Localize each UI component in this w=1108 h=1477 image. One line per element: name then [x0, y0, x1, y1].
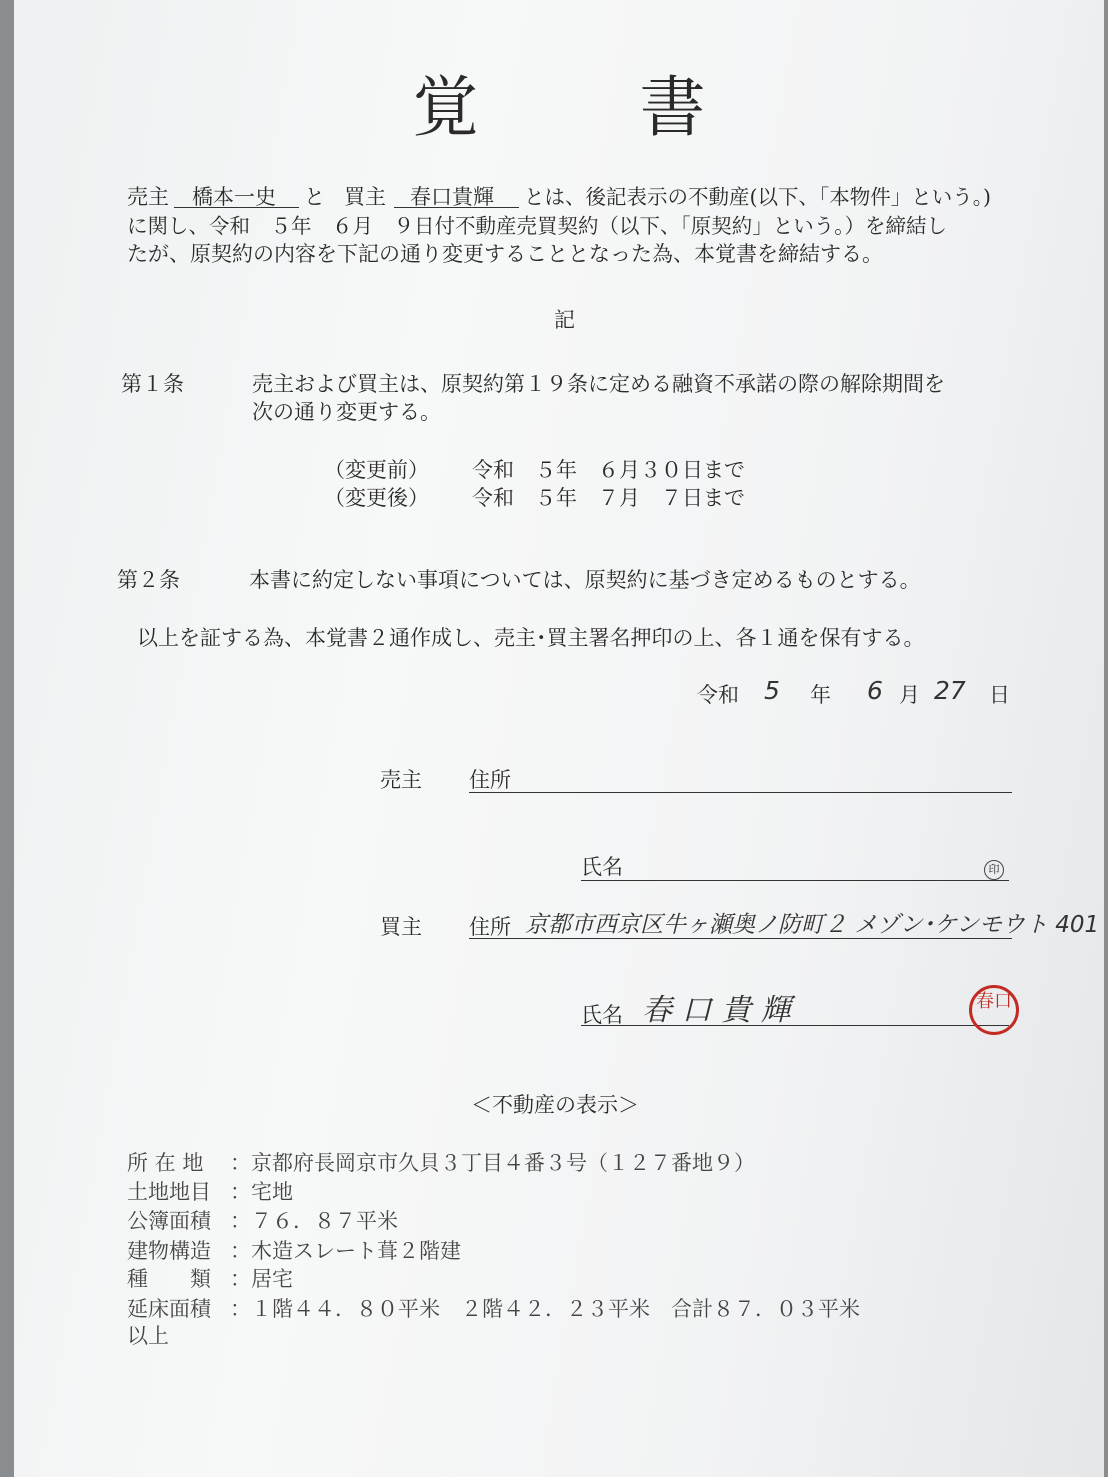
buyer-name-value: 春 口 貴 輝: [642, 993, 791, 1028]
seller-address-line: [469, 792, 1012, 793]
buyer-name: 春口貴輝: [410, 185, 494, 209]
date-month-unit: 月: [899, 683, 920, 707]
before-value: 令和 ５年 ６月３０日まで: [472, 458, 745, 482]
buyer-address-label: 住所: [469, 915, 511, 939]
buyer-address-line: [469, 938, 1012, 939]
buyer-address-value: 京都市西京区牛ヶ瀬奥ノ防町２ メゾン･ケンモウト 401: [525, 912, 1100, 938]
property-row-label: 土地地目: [127, 1180, 211, 1204]
date-day-unit: 日: [989, 683, 1010, 707]
buyer-block-role: 買主: [380, 915, 422, 939]
intro-to: と: [304, 185, 325, 209]
article2-label: 第２条: [117, 568, 180, 592]
article1-line2: 次の通り変更する。: [252, 400, 441, 424]
seller-name-label: 氏名: [581, 855, 623, 879]
seller-seal-mark: 印: [984, 860, 1004, 880]
buyer-name-underline: [394, 207, 519, 208]
seller-block-role: 売主: [380, 768, 422, 792]
property-row-label: 所 在 地: [127, 1151, 204, 1175]
property-row-label: 延床面積: [127, 1297, 211, 1321]
property-row-value: ：宅地: [230, 1180, 293, 1204]
before-label: （変更前）: [324, 458, 429, 482]
article1-line1: 売主および買主は、原契約第１９条に定める融資不承諾の際の解除期間を: [252, 372, 945, 396]
seller-name-line: [581, 880, 1009, 881]
after-label: （変更後）: [324, 486, 429, 510]
seller-name: 橋本一史: [192, 185, 276, 209]
buyer-seal-stamp: 春口: [969, 985, 1019, 1035]
date-year-unit: 年: [810, 683, 831, 707]
property-row-value: ：７６．８７平米: [230, 1209, 398, 1233]
property-row-label: 建物構造: [127, 1239, 211, 1263]
property-heading: ＜不動産の表示＞: [471, 1093, 639, 1117]
closing-text: 以上を証する為、本覚書２通作成し、売主･買主署名押印の上、各１通を保有する。: [137, 626, 925, 650]
property-row-label: 公簿面積: [127, 1209, 211, 1233]
property-row-label: 種 類: [127, 1267, 211, 1291]
seller-label: 売主: [127, 185, 169, 209]
seller-name-underline: [174, 207, 299, 208]
article2-text: 本書に約定しない事項については、原契約に基づき定めるものとする。: [249, 568, 921, 592]
property-row-value: ：居宅: [230, 1267, 293, 1291]
seller-address-label: 住所: [469, 768, 511, 792]
intro-line1-rest: とは、後記表示の不動産(以下、「本物件」という。): [524, 185, 991, 209]
intro-line3: たが、原契約の内容を下記の通り変更することとなった為、本覚書を締結する。: [127, 242, 883, 266]
after-value: 令和 ５年 ７月 ７日まで: [472, 486, 745, 510]
document-page: [14, 0, 1104, 1477]
document-title: 覚 書: [412, 69, 776, 146]
buyer-name-line: [581, 1025, 1009, 1026]
date-era: 令和: [697, 683, 739, 707]
property-row-value: ：木造スレート葺２階建: [230, 1239, 461, 1263]
date-month: 6: [867, 676, 883, 705]
property-end: 以上: [127, 1324, 169, 1348]
property-row-value: ：京都府長岡京市久貝３丁目４番３号（１２７番地９）: [230, 1151, 755, 1175]
date-day: 27: [934, 676, 966, 705]
buyer-label: 買主: [344, 185, 386, 209]
intro-line2: に関し、令和 ５年 ６月 ９日付不動産売買契約（以下、「原契約」という。）を締結し: [127, 214, 947, 238]
date-year: 5: [764, 676, 780, 705]
ki-heading: 記: [554, 308, 575, 332]
property-row-value: ：１階４４．８０平米 ２階４２．２３平米 合計８７．０３平米: [230, 1297, 860, 1321]
article1-label: 第１条: [121, 372, 184, 396]
buyer-name-label: 氏名: [581, 1003, 623, 1027]
